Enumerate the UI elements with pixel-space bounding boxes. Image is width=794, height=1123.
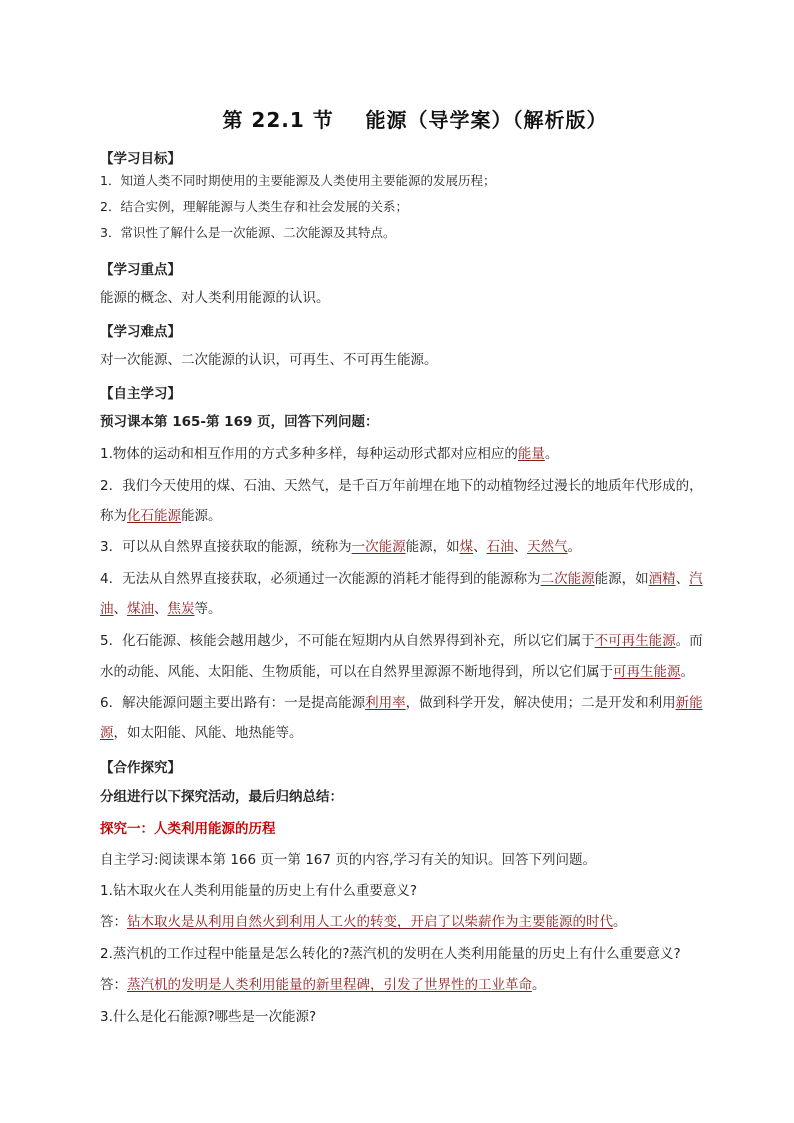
q4-answer: 二次能源: [540, 571, 595, 587]
q4-answer: 焦炭: [167, 601, 195, 617]
answer-prefix: 答：: [100, 914, 127, 930]
q4-answer: 油: [100, 601, 114, 617]
q3-answer: 煤: [459, 539, 474, 555]
focus-text: 能源的概念、对人类利用能源的认识。: [100, 290, 330, 306]
self-study-q6-line1: [100, 694, 703, 712]
q5-answer: 不可再生能源: [594, 633, 676, 649]
coop-q2: 2.蒸汽机的工作过程中能量是怎么转化的?蒸汽机的发明在人类利用能量的历史上有什么重要意义?: [100, 946, 681, 962]
self-study-q4-line1: [100, 570, 703, 588]
q5-text: 水的动能、风能、太阳能、生物质能，可以在自然界里源源不断地得到，所以它们属于: [100, 664, 613, 680]
self-study-q6-line2: [100, 724, 303, 742]
answer-end: 。: [532, 977, 546, 993]
answer-prefix: 答：: [100, 977, 127, 993]
difficulty-text: 对一次能源、二次能源的认识，可再生、不可再生能源。: [100, 352, 438, 368]
q4-end: 等。: [194, 601, 222, 617]
q3-sep: 、: [473, 539, 487, 555]
self-study-q2-line2: [100, 507, 222, 525]
q1-answer: 能量: [517, 446, 545, 462]
q4-text-mid: 能源，如: [594, 571, 649, 587]
q3-text-mid: 能源，如: [405, 539, 460, 555]
self-study-q3: [100, 538, 581, 556]
coop-a2: [100, 976, 546, 994]
q2-answer: 化石能源: [127, 508, 181, 524]
self-study-header: 【自主学习】: [100, 386, 181, 402]
q4-sep: 、: [113, 601, 127, 617]
q4-answer: 酒精: [648, 571, 676, 587]
q3-end: 。: [567, 539, 582, 555]
explore1-intro: 自主学习:阅读课本第 166 页一第 167 页的内容,学习有关的知识。回答下列问题。: [100, 852, 597, 868]
q3-answer: 一次能源: [351, 539, 406, 555]
goals-header: 【学习目标】: [100, 151, 181, 167]
self-study-q4-line2: [100, 600, 222, 618]
goal-item: 3．常识性了解什么是一次能源、二次能源及其特点。: [100, 225, 396, 240]
q4-text: 4．无法从自然界直接获取，必须通过一次能源的消耗才能得到的能源称为: [100, 571, 541, 587]
q6-text-mid: ，做到科学开发，解决使用；二是开发和利用: [405, 695, 676, 711]
q5-end: 。而: [675, 633, 703, 649]
q2-end: 能源。: [181, 508, 222, 524]
explore1-title: 探究一：人类利用能源的历程: [100, 821, 276, 837]
q3-text: 3．可以从自然界直接获取的能源，统称为: [100, 539, 352, 555]
q1-text: 1.物体的运动和相互作用的方式多种多样，每种运动形式都对应相应的: [100, 446, 518, 462]
page-title: 第 22.1 节 能源（导学案）（解析版）: [222, 108, 608, 132]
q3-answer: 天然气: [527, 539, 568, 555]
self-study-q5-line1: [100, 632, 703, 650]
coop-a1: [100, 913, 627, 931]
self-study-q2-line1: 2．我们今天使用的煤、石油、天然气，是千百万年前埋在地下的动植物经过漫长的地质年代形成的，: [100, 478, 703, 494]
q6-end: ，如太阳能、风能、地热能等。: [113, 725, 303, 741]
q6-answer: 新能: [675, 695, 703, 711]
coop-q1: 1.钻木取火在人类利用能量的历史上有什么重要意义?: [100, 883, 418, 899]
q4-sep: 、: [675, 571, 690, 587]
coop-header: 【合作探究】: [100, 760, 181, 776]
focus-header: 【学习重点】: [100, 262, 181, 278]
q1-end: 。: [544, 446, 559, 462]
q2-text: 称为: [100, 508, 127, 524]
q6-text: 6．解决能源问题主要出路有：一是提高能源: [100, 695, 366, 711]
q3-answer: 石油: [486, 539, 514, 555]
q4-sep: 、: [154, 601, 168, 617]
answer-end: 。: [613, 914, 627, 930]
self-study-q5-line2: [100, 663, 694, 681]
q5-answer: 可再生能源: [613, 664, 681, 680]
q6-answer: 利用率: [365, 695, 406, 711]
self-study-q1: [100, 445, 558, 463]
coop-a1-text: 钻木取火是从利用自然火到利用人工火的转变，开启了以柴薪作为主要能源的时代: [127, 914, 613, 930]
q3-sep: 、: [513, 539, 528, 555]
difficulty-header: 【学习难点】: [100, 324, 181, 340]
self-study-intro: 预习课本第 165-第 169 页，回答下列问题：: [100, 414, 379, 430]
q4-answer: 煤油: [127, 601, 154, 617]
q5-text: 5．化石能源、核能会越用越少，不可能在短期内从自然界得到补充，所以它们属于: [100, 633, 595, 649]
goal-item: 1．知道人类不同时期使用的主要能源及人类使用主要能源的发展历程；: [100, 173, 496, 188]
q5-end: 。: [680, 664, 694, 680]
goal-item: 2．结合实例，理解能源与人类生存和社会发展的关系；: [100, 199, 408, 214]
coop-a2-text: 蒸汽机的发明是人类利用能量的新里程碑，引发了世界性的工业革命: [127, 977, 532, 993]
q4-answer: 汽: [689, 571, 703, 587]
coop-q3: 3.什么是化石能源?哪些是一次能源?: [100, 1009, 317, 1025]
coop-intro: 分组进行以下探究活动，最后归纳总结：: [100, 789, 343, 805]
q6-answer: 源: [100, 725, 114, 741]
